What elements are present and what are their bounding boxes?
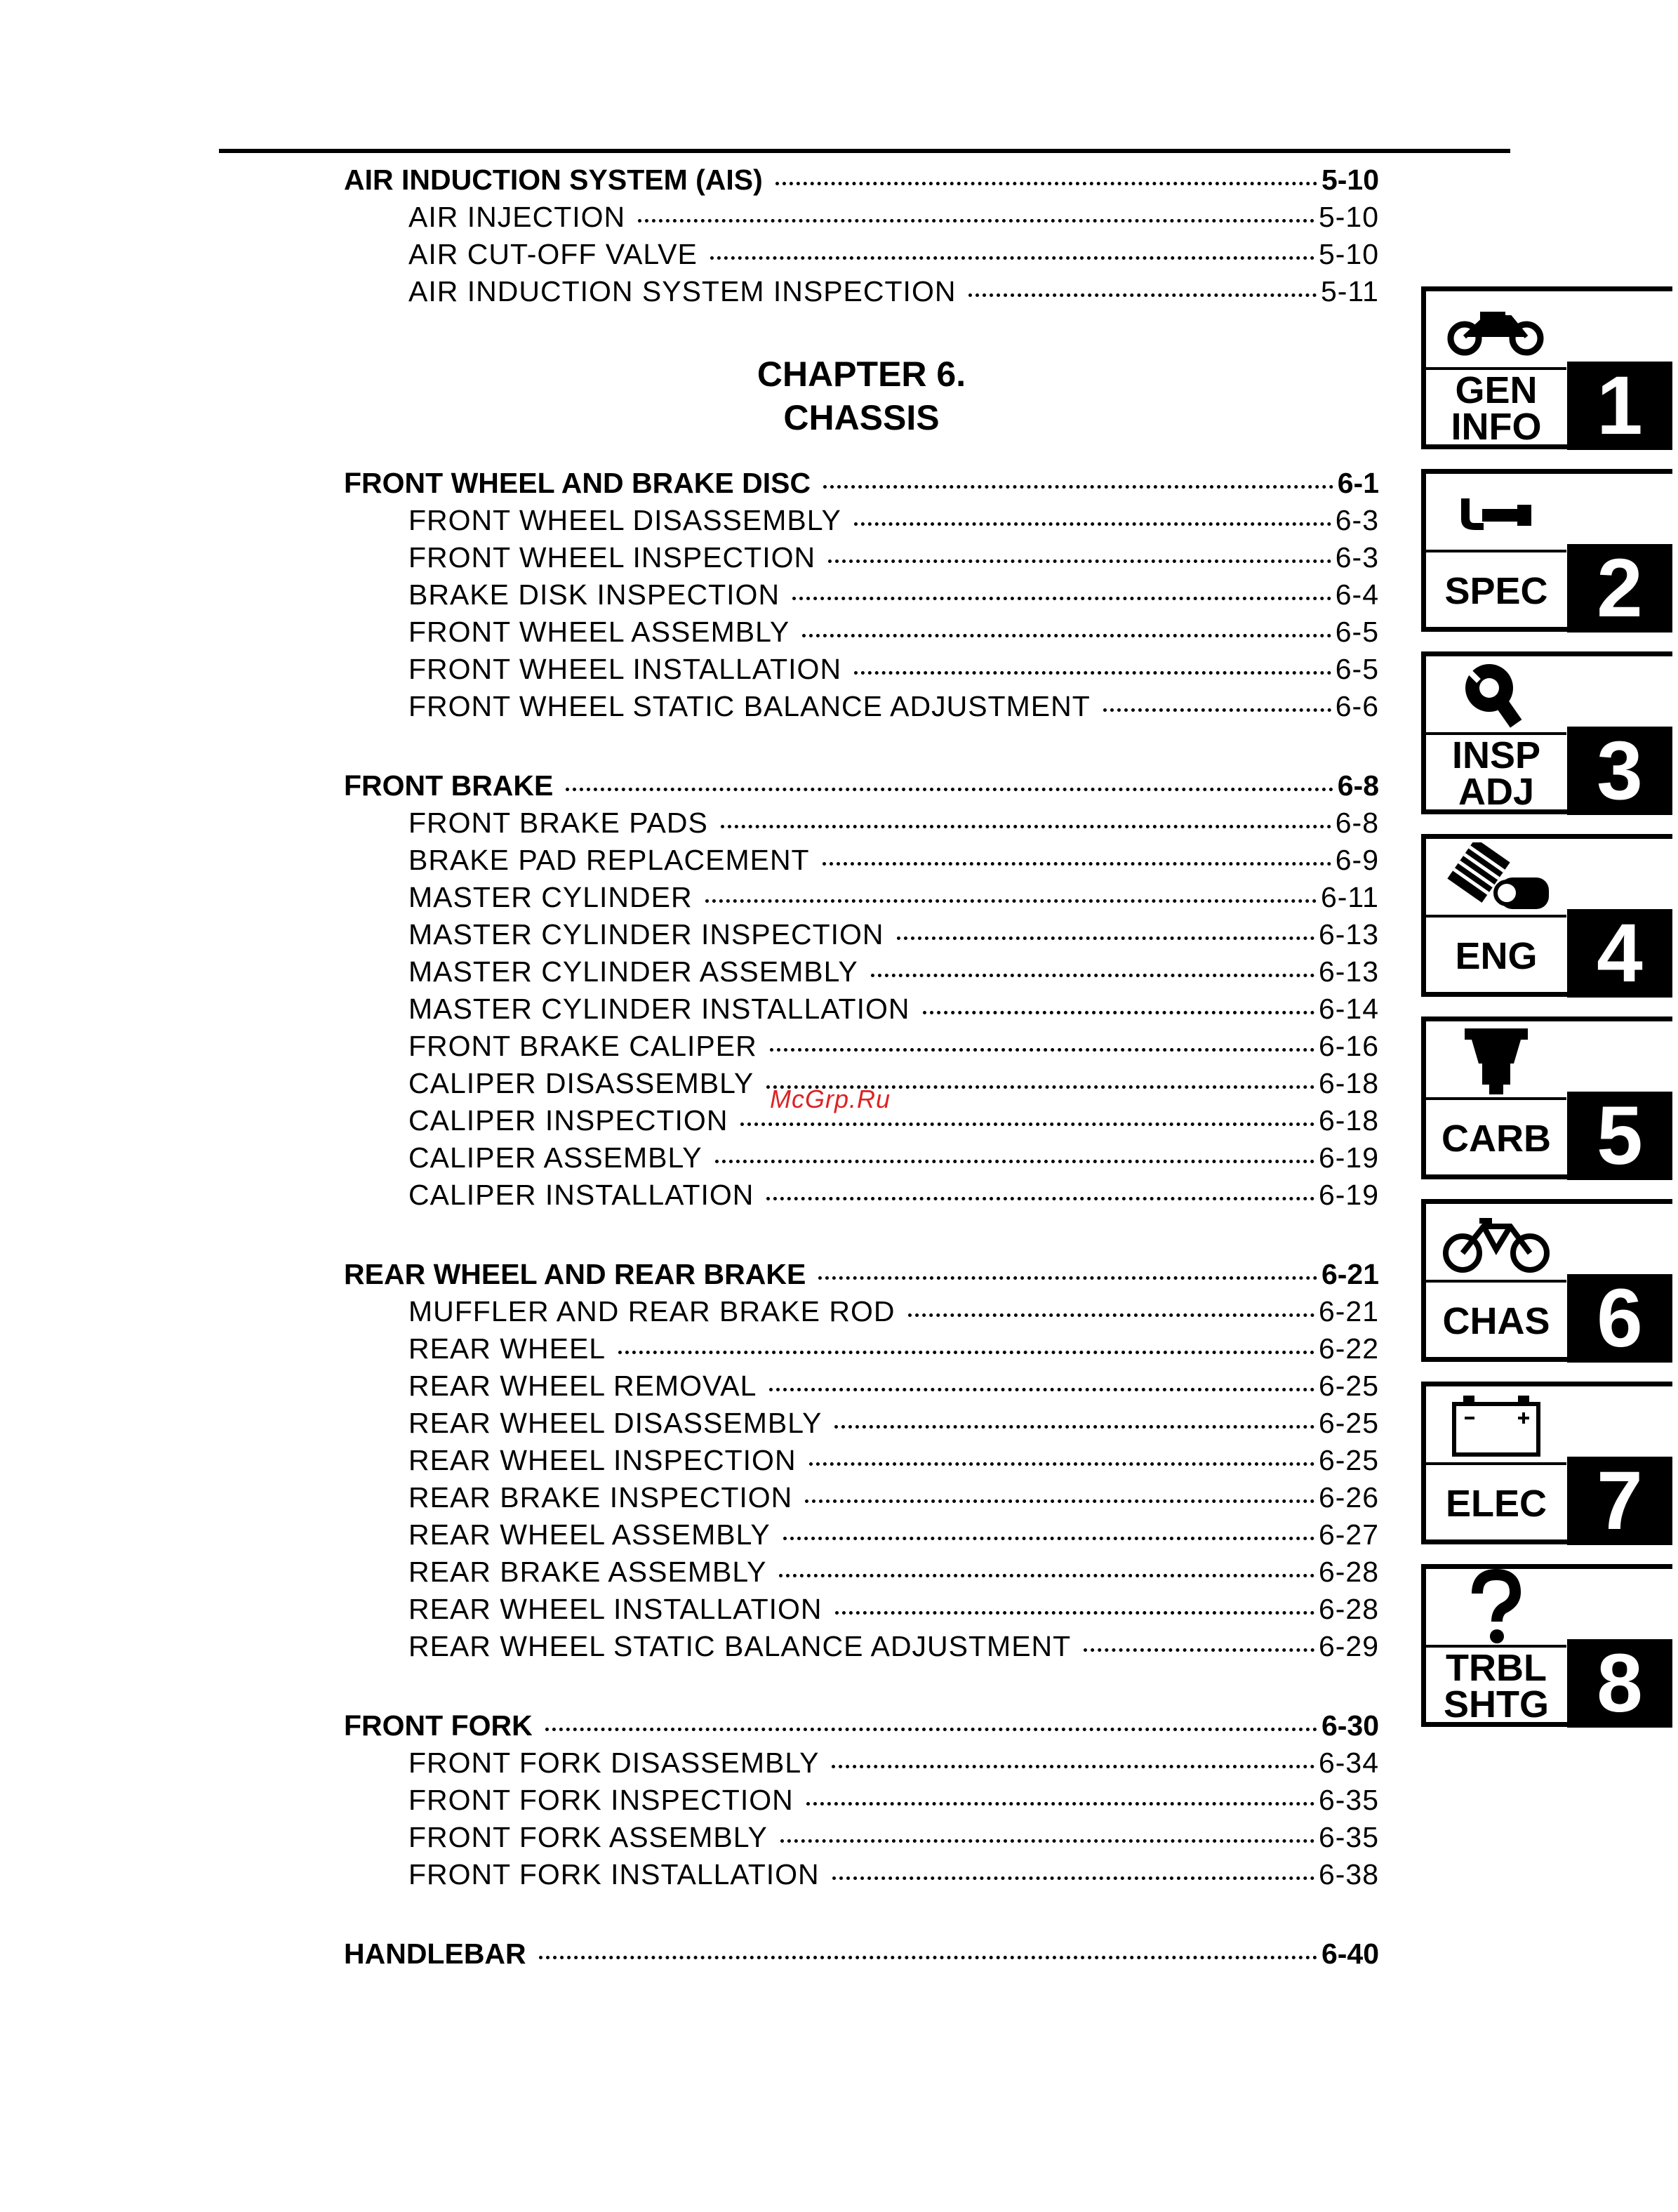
- entry-page-number: 6-1: [1337, 467, 1379, 499]
- entry-page-number: 5-10: [1318, 201, 1379, 233]
- entry-page-number: 6-11: [1320, 881, 1379, 913]
- tab-label: ELEC: [1445, 1483, 1547, 1525]
- toc-subentry[interactable]: [344, 953, 1379, 991]
- entry-title: CALIPER INSTALLATION: [408, 1179, 754, 1211]
- dot-leader: [618, 1351, 1314, 1354]
- tab-number: 7: [1567, 1457, 1672, 1545]
- toc-subentry[interactable]: [344, 1628, 1379, 1665]
- toc-subentry[interactable]: [344, 1516, 1379, 1554]
- wrench-icon: [1426, 474, 1566, 551]
- entry-page-number: 6-18: [1318, 1067, 1379, 1099]
- entry-page-number: 6-26: [1318, 1481, 1379, 1514]
- entry-page-number: 6-18: [1318, 1104, 1379, 1137]
- tab-number: 8: [1567, 1639, 1672, 1728]
- top-rule: [219, 149, 1510, 153]
- entry-page-number: 6-5: [1335, 616, 1379, 648]
- dot-leader: [775, 182, 1317, 185]
- entry-title: MASTER CYLINDER INSTALLATION: [408, 993, 910, 1025]
- toc-subentry[interactable]: [344, 1819, 1379, 1856]
- toc-subentry[interactable]: [344, 1405, 1379, 1442]
- entry-page-number: 5-11: [1320, 275, 1379, 307]
- dot-leader: [823, 862, 1331, 866]
- entry-title: AIR INJECTION: [408, 201, 626, 233]
- entry-title: FRONT FORK INSTALLATION: [408, 1858, 820, 1890]
- toc-subentry[interactable]: [344, 1591, 1379, 1628]
- entry-title: REAR BRAKE ASSEMBLY: [408, 1556, 767, 1588]
- entry-page-number: 6-21: [1321, 1258, 1379, 1290]
- entry-page-number: 6-13: [1318, 918, 1379, 951]
- toc-subentry[interactable]: [344, 842, 1379, 879]
- entry-title: AIR INDUCTION SYSTEM (AIS): [344, 164, 763, 196]
- entry-title: FRONT BRAKE PADS: [408, 807, 708, 839]
- tab-label: GEN INFO: [1451, 369, 1542, 448]
- dot-leader: [968, 293, 1317, 297]
- entry-page-number: 6-14: [1318, 993, 1379, 1025]
- toc-subentry[interactable]: [344, 1028, 1379, 1065]
- chapter-tab-7[interactable]: [1421, 1382, 1672, 1547]
- table-of-contents: [344, 161, 1379, 1973]
- chapter-tab-2[interactable]: [1421, 469, 1672, 635]
- entry-title: CALIPER ASSEMBLY: [408, 1141, 703, 1174]
- toc-subentry[interactable]: [344, 273, 1379, 310]
- chapter-title: CHASSIS: [783, 398, 940, 437]
- entry-title: FRONT WHEEL DISASSEMBLY: [408, 504, 841, 536]
- entry-title: FRONT WHEEL INSTALLATION: [408, 653, 842, 685]
- chapter-tab-4[interactable]: [1421, 834, 1672, 1000]
- chapter-tabs: [1421, 286, 1678, 1747]
- entry-page-number: 6-5: [1335, 653, 1379, 685]
- entry-title: REAR WHEEL INSPECTION: [408, 1444, 797, 1476]
- group-spacer: [344, 1214, 1379, 1256]
- dot-leader: [783, 1537, 1314, 1540]
- entry-title: REAR WHEEL REMOVAL: [408, 1370, 757, 1402]
- dot-leader: [638, 219, 1314, 223]
- entry-page-number: 6-8: [1335, 807, 1379, 839]
- toc-subentry[interactable]: [344, 1139, 1379, 1177]
- entry-page-number: 6-28: [1318, 1593, 1379, 1625]
- toc-section-entry[interactable]: [344, 1935, 1379, 1973]
- group-spacer: [344, 725, 1379, 767]
- toc-subentry[interactable]: [344, 1479, 1379, 1516]
- entry-page-number: 6-3: [1335, 541, 1379, 574]
- tools-icon: [1426, 656, 1566, 734]
- toc-subentry[interactable]: [344, 1293, 1379, 1330]
- toc-subentry[interactable]: [344, 879, 1379, 916]
- group-spacer: [344, 1665, 1379, 1707]
- entry-title: AIR INDUCTION SYSTEM INSPECTION: [408, 275, 957, 307]
- engine-icon: [1426, 839, 1566, 916]
- entry-page-number: 6-4: [1335, 578, 1379, 611]
- chapter-tab-1[interactable]: [1421, 286, 1672, 452]
- dot-leader: [710, 256, 1314, 260]
- entry-title: CALIPER INSPECTION: [408, 1104, 728, 1137]
- dot-leader: [832, 1765, 1314, 1768]
- dot-leader: [766, 1197, 1314, 1200]
- entry-page-number: 6-25: [1318, 1407, 1379, 1439]
- entry-title: BRAKE DISK INSPECTION: [408, 578, 780, 611]
- tab-label: CARB: [1441, 1118, 1551, 1160]
- toc-subentry[interactable]: [344, 1744, 1379, 1782]
- dot-leader: [834, 1425, 1314, 1429]
- chapter-heading: [344, 352, 1379, 439]
- entry-page-number: 6-13: [1318, 955, 1379, 988]
- toc-section-entry[interactable]: [344, 465, 1379, 502]
- toc-subentry[interactable]: [344, 1330, 1379, 1367]
- tab-label: CHAS: [1442, 1300, 1550, 1342]
- dot-leader: [805, 1499, 1314, 1503]
- question-icon: [1426, 1569, 1566, 1646]
- entry-title: FRONT WHEEL AND BRAKE DISC: [344, 467, 811, 499]
- entry-title: CALIPER DISASSEMBLY: [408, 1067, 754, 1099]
- entry-page-number: 6-19: [1318, 1141, 1379, 1174]
- dot-leader: [854, 671, 1331, 675]
- dot-leader: [802, 634, 1331, 637]
- toc-subentry[interactable]: [344, 576, 1379, 614]
- dot-leader: [705, 899, 1317, 903]
- dot-leader: [832, 1876, 1314, 1880]
- dot-leader: [897, 936, 1314, 940]
- dot-leader: [779, 1574, 1314, 1577]
- entry-page-number: 6-28: [1318, 1556, 1379, 1588]
- entry-title: FRONT WHEEL ASSEMBLY: [408, 616, 790, 648]
- toc-subentry[interactable]: [344, 236, 1379, 273]
- dot-leader: [770, 1048, 1314, 1052]
- dot-leader: [823, 485, 1333, 489]
- entry-title: AIR CUT-OFF VALVE: [408, 238, 698, 270]
- dot-leader: [806, 1802, 1314, 1806]
- toc-subentry[interactable]: [344, 1442, 1379, 1479]
- entry-page-number: 5-10: [1318, 238, 1379, 270]
- dot-leader: [818, 1276, 1317, 1280]
- dot-leader: [545, 1728, 1317, 1731]
- dot-leader: [1084, 1648, 1314, 1652]
- entry-title: FRONT BRAKE: [344, 769, 554, 802]
- entry-title: FRONT WHEEL INSPECTION: [408, 541, 816, 574]
- tab-number: 3: [1567, 727, 1672, 815]
- dot-leader: [828, 559, 1331, 563]
- toc-section-entry[interactable]: [344, 161, 1379, 199]
- watermark: McGrp.Ru: [770, 1085, 891, 1113]
- entry-page-number: 6-40: [1321, 1938, 1379, 1970]
- entry-page-number: 6-9: [1335, 844, 1379, 876]
- dot-leader: [835, 1611, 1314, 1615]
- entry-title: HANDLEBAR: [344, 1938, 526, 1970]
- tab-number: 4: [1567, 909, 1672, 998]
- entry-page-number: 6-29: [1318, 1630, 1379, 1662]
- toc-subentry[interactable]: [344, 916, 1379, 953]
- carburetor-icon: [1426, 1021, 1566, 1099]
- chapter-tab-6[interactable]: [1421, 1199, 1672, 1365]
- entry-title: REAR WHEEL AND REAR BRAKE: [344, 1258, 806, 1290]
- toc-subentry[interactable]: [344, 1177, 1379, 1214]
- entry-title: FRONT FORK DISASSEMBLY: [408, 1747, 820, 1779]
- entry-page-number: 6-35: [1318, 1821, 1379, 1853]
- group-spacer: [344, 1893, 1379, 1935]
- entry-page-number: 6-6: [1335, 690, 1379, 722]
- entry-title: BRAKE PAD REPLACEMENT: [408, 844, 810, 876]
- entry-title: REAR BRAKE INSPECTION: [408, 1481, 793, 1514]
- toc-subentry[interactable]: [344, 804, 1379, 842]
- entry-page-number: 6-3: [1335, 504, 1379, 536]
- toc-subentry[interactable]: [344, 539, 1379, 576]
- entry-title: FRONT WHEEL STATIC BALANCE ADJUSTMENT: [408, 690, 1091, 722]
- chapter-tab-8[interactable]: [1421, 1564, 1672, 1730]
- entry-page-number: 6-22: [1318, 1332, 1379, 1365]
- entry-page-number: 6-25: [1318, 1444, 1379, 1476]
- toc-subentry[interactable]: [344, 1367, 1379, 1405]
- entry-title: REAR WHEEL DISASSEMBLY: [408, 1407, 823, 1439]
- dot-leader: [792, 597, 1331, 600]
- dot-leader: [809, 1462, 1314, 1466]
- entry-title: FRONT FORK INSPECTION: [408, 1784, 794, 1816]
- toc-section-entry[interactable]: [344, 1256, 1379, 1293]
- dot-leader: [566, 788, 1333, 791]
- motorcycle-icon: [1426, 291, 1566, 369]
- tab-label: ENG: [1455, 935, 1538, 977]
- tab-label: TRBL SHTG: [1443, 1647, 1549, 1726]
- bicycle-frame-icon: [1426, 1204, 1566, 1281]
- toc-subentry[interactable]: [344, 688, 1379, 725]
- entry-title: MUFFLER AND REAR BRAKE ROD: [408, 1295, 895, 1327]
- entry-page-number: 6-34: [1318, 1747, 1379, 1779]
- entry-title: MASTER CYLINDER INSPECTION: [408, 918, 884, 951]
- tab-label: SPEC: [1444, 570, 1548, 612]
- entry-title: REAR WHEEL ASSEMBLY: [408, 1518, 771, 1551]
- entry-page-number: 6-30: [1321, 1709, 1379, 1742]
- toc-subentry[interactable]: [344, 1554, 1379, 1591]
- entry-page-number: 6-27: [1318, 1518, 1379, 1551]
- tab-number: 6: [1567, 1274, 1672, 1363]
- toc-subentry[interactable]: [344, 1856, 1379, 1893]
- dot-leader: [1103, 708, 1331, 712]
- toc-subentry[interactable]: [344, 1782, 1379, 1819]
- dot-leader: [721, 825, 1331, 828]
- dot-leader: [871, 974, 1314, 977]
- tab-number: 1: [1567, 362, 1672, 450]
- dot-leader: [715, 1160, 1314, 1163]
- entry-title: REAR WHEEL STATIC BALANCE ADJUSTMENT: [408, 1630, 1072, 1662]
- toc-section-entry[interactable]: [344, 1707, 1379, 1744]
- entry-page-number: 6-8: [1337, 769, 1379, 802]
- tab-label: INSP ADJ: [1451, 734, 1541, 813]
- toc-section-entry[interactable]: [344, 767, 1379, 804]
- toc-subentry[interactable]: [344, 991, 1379, 1028]
- dot-leader: [780, 1839, 1314, 1843]
- dot-leader: [740, 1122, 1314, 1126]
- toc-subentry[interactable]: [344, 651, 1379, 688]
- entry-page-number: 6-25: [1318, 1370, 1379, 1402]
- tab-number: 2: [1567, 544, 1672, 633]
- dot-leader: [854, 522, 1331, 526]
- entry-page-number: 6-35: [1318, 1784, 1379, 1816]
- dot-leader: [908, 1313, 1314, 1317]
- entry-title: REAR WHEEL INSTALLATION: [408, 1593, 823, 1625]
- chapter-tab-5[interactable]: [1421, 1016, 1672, 1182]
- entry-title: FRONT BRAKE CALIPER: [408, 1030, 757, 1062]
- entry-page-number: 6-19: [1318, 1179, 1379, 1211]
- dot-leader: [539, 1956, 1317, 1959]
- entry-page-number: 6-21: [1318, 1295, 1379, 1327]
- entry-page-number: 5-10: [1321, 164, 1379, 196]
- entry-page-number: 6-38: [1318, 1858, 1379, 1890]
- entry-page-number: 6-16: [1318, 1030, 1379, 1062]
- entry-title: REAR WHEEL: [408, 1332, 606, 1365]
- entry-title: MASTER CYLINDER: [408, 881, 693, 913]
- chapter-tab-3[interactable]: [1421, 651, 1672, 817]
- entry-title: FRONT FORK ASSEMBLY: [408, 1821, 768, 1853]
- entry-title: FRONT FORK: [344, 1709, 533, 1742]
- toc-subentry[interactable]: [344, 614, 1379, 651]
- entry-title: MASTER CYLINDER ASSEMBLY: [408, 955, 858, 988]
- chapter-number: CHAPTER 6.: [757, 355, 966, 394]
- battery-icon: [1426, 1386, 1566, 1464]
- toc-subentry[interactable]: [344, 502, 1379, 539]
- tab-number: 5: [1567, 1092, 1672, 1180]
- toc-subentry[interactable]: [344, 199, 1379, 236]
- dot-leader: [769, 1388, 1314, 1391]
- dot-leader: [923, 1011, 1314, 1014]
